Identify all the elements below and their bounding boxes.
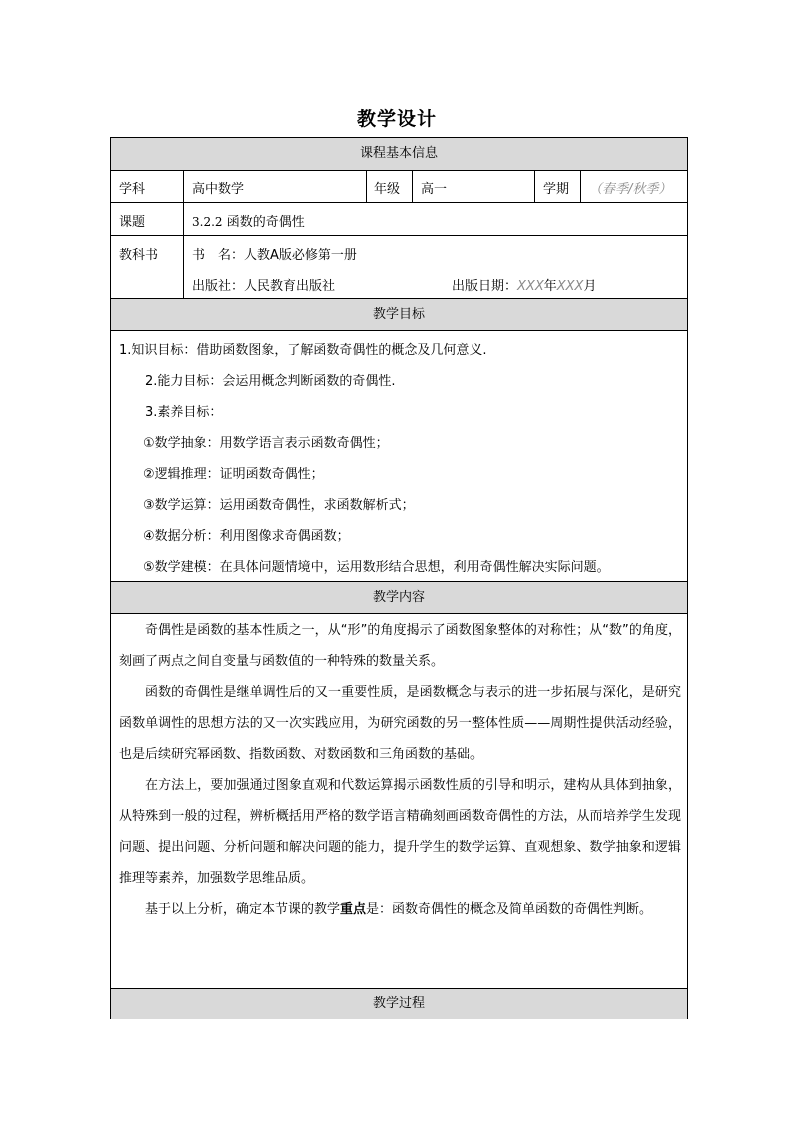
publisher-value: 人民教育出版社 bbox=[244, 279, 336, 294]
book-name-label: 书 名： bbox=[192, 248, 245, 263]
section-header-process: 教学过程 bbox=[111, 989, 687, 1019]
term-label: 学期 bbox=[543, 182, 570, 197]
pub-year-unit: 年 bbox=[543, 279, 557, 294]
objective-item: ③数学运算：运用函数奇偶性，求函数解析式； bbox=[143, 498, 415, 513]
topic-number: 3.2.2 bbox=[192, 215, 223, 229]
table-divider bbox=[111, 235, 687, 236]
column-divider bbox=[183, 170, 184, 298]
objective-item: ①数学抽象：用数学语言表示函数奇偶性； bbox=[143, 436, 389, 451]
key-point-emphasis: 重点 bbox=[340, 902, 367, 917]
subject-value: 高中数学 bbox=[192, 182, 245, 197]
pub-month-unit: 月 bbox=[583, 279, 597, 294]
key-point-suffix: 是：函数奇偶性的概念及简单函数的奇偶性判断。 bbox=[366, 902, 653, 917]
column-divider bbox=[534, 170, 535, 202]
lesson-plan-table bbox=[110, 137, 688, 1019]
publisher-label: 出版社： bbox=[192, 279, 245, 294]
pub-year-placeholder: XXX bbox=[517, 279, 544, 294]
objective-item: 1.知识目标：借助函数图象，了解函数奇偶性的概念及几何意义. bbox=[119, 343, 487, 358]
pub-date-label: 出版日期： bbox=[452, 279, 518, 294]
objective-item: ②逻辑推理：证明函数奇偶性； bbox=[143, 467, 324, 482]
table-divider bbox=[111, 170, 687, 171]
table-divider bbox=[111, 613, 687, 614]
section-header-content: 教学内容 bbox=[111, 582, 687, 613]
content-paragraph-key-point bbox=[119, 894, 681, 925]
subject-label: 学科 bbox=[119, 182, 146, 197]
book-name-value: 人教A版必修第一册 bbox=[244, 248, 357, 263]
content-paragraph: 奇偶性是函数的基本性质之一，从“形”的角度揭示了函数图象整体的对称性；从“数”的角度，刻画了两点之间自变量与函数值的一种特殊的数量关系。 bbox=[119, 623, 681, 669]
grade-label: 年级 bbox=[374, 182, 401, 197]
term-value: （春季/秋季） bbox=[589, 182, 672, 197]
grade-value: 高一 bbox=[421, 182, 448, 197]
topic-label: 课题 bbox=[119, 215, 146, 230]
textbook-label: 教科书 bbox=[119, 248, 159, 263]
topic-value: 函数的奇偶性 bbox=[226, 215, 305, 230]
table-divider bbox=[111, 202, 687, 203]
objective-item: 3.素养目标： bbox=[145, 405, 223, 420]
objective-item: ④数据分析：利用图像求奇偶函数； bbox=[143, 529, 350, 544]
content-paragraph: 在方法上，要加强通过图象直观和代数运算揭示函数性质的引导和明示，建构从具体到抽象，从特殊到一般的过程，辨析概括用严格的数学语言精确刻画函数奇偶性的方法，从而培养学生发现问题、提出问题、分析问题和解决问题的能力，提升学生的数学运算、直观想象、数学抽象和逻辑推理等素养，加强数学思维品质。 bbox=[119, 778, 681, 886]
section-header-objectives: 教学目标 bbox=[111, 299, 687, 330]
column-divider bbox=[412, 170, 413, 202]
objective-item: 2.能力目标：会运用概念判断函数的奇偶性. bbox=[145, 374, 396, 389]
page-title: 教学设计 bbox=[356, 108, 437, 130]
key-point-prefix: 基于以上分析，确定本节课的教学 bbox=[145, 902, 341, 917]
table-divider bbox=[111, 330, 687, 331]
section-header-basic-info: 课程基本信息 bbox=[111, 138, 687, 170]
pub-month-placeholder: XXX bbox=[556, 279, 584, 294]
objective-item: ⑤数学建模：在具体问题情境中，运用数形结合思想，利用奇偶性解决实际问题。 bbox=[143, 560, 610, 575]
content-paragraph: 函数的奇偶性是继单调性后的又一重要性质，是函数概念与表示的进一步拓展与深化，是研究函数单调性的思想方法的又一次实践应用，为研究函数的另一整体性质——周期性提供活动经验，也是后续研究幂函数、指数函数、对数函数和三角函数的基础。 bbox=[119, 685, 681, 762]
column-divider bbox=[580, 170, 581, 202]
column-divider bbox=[366, 170, 367, 202]
